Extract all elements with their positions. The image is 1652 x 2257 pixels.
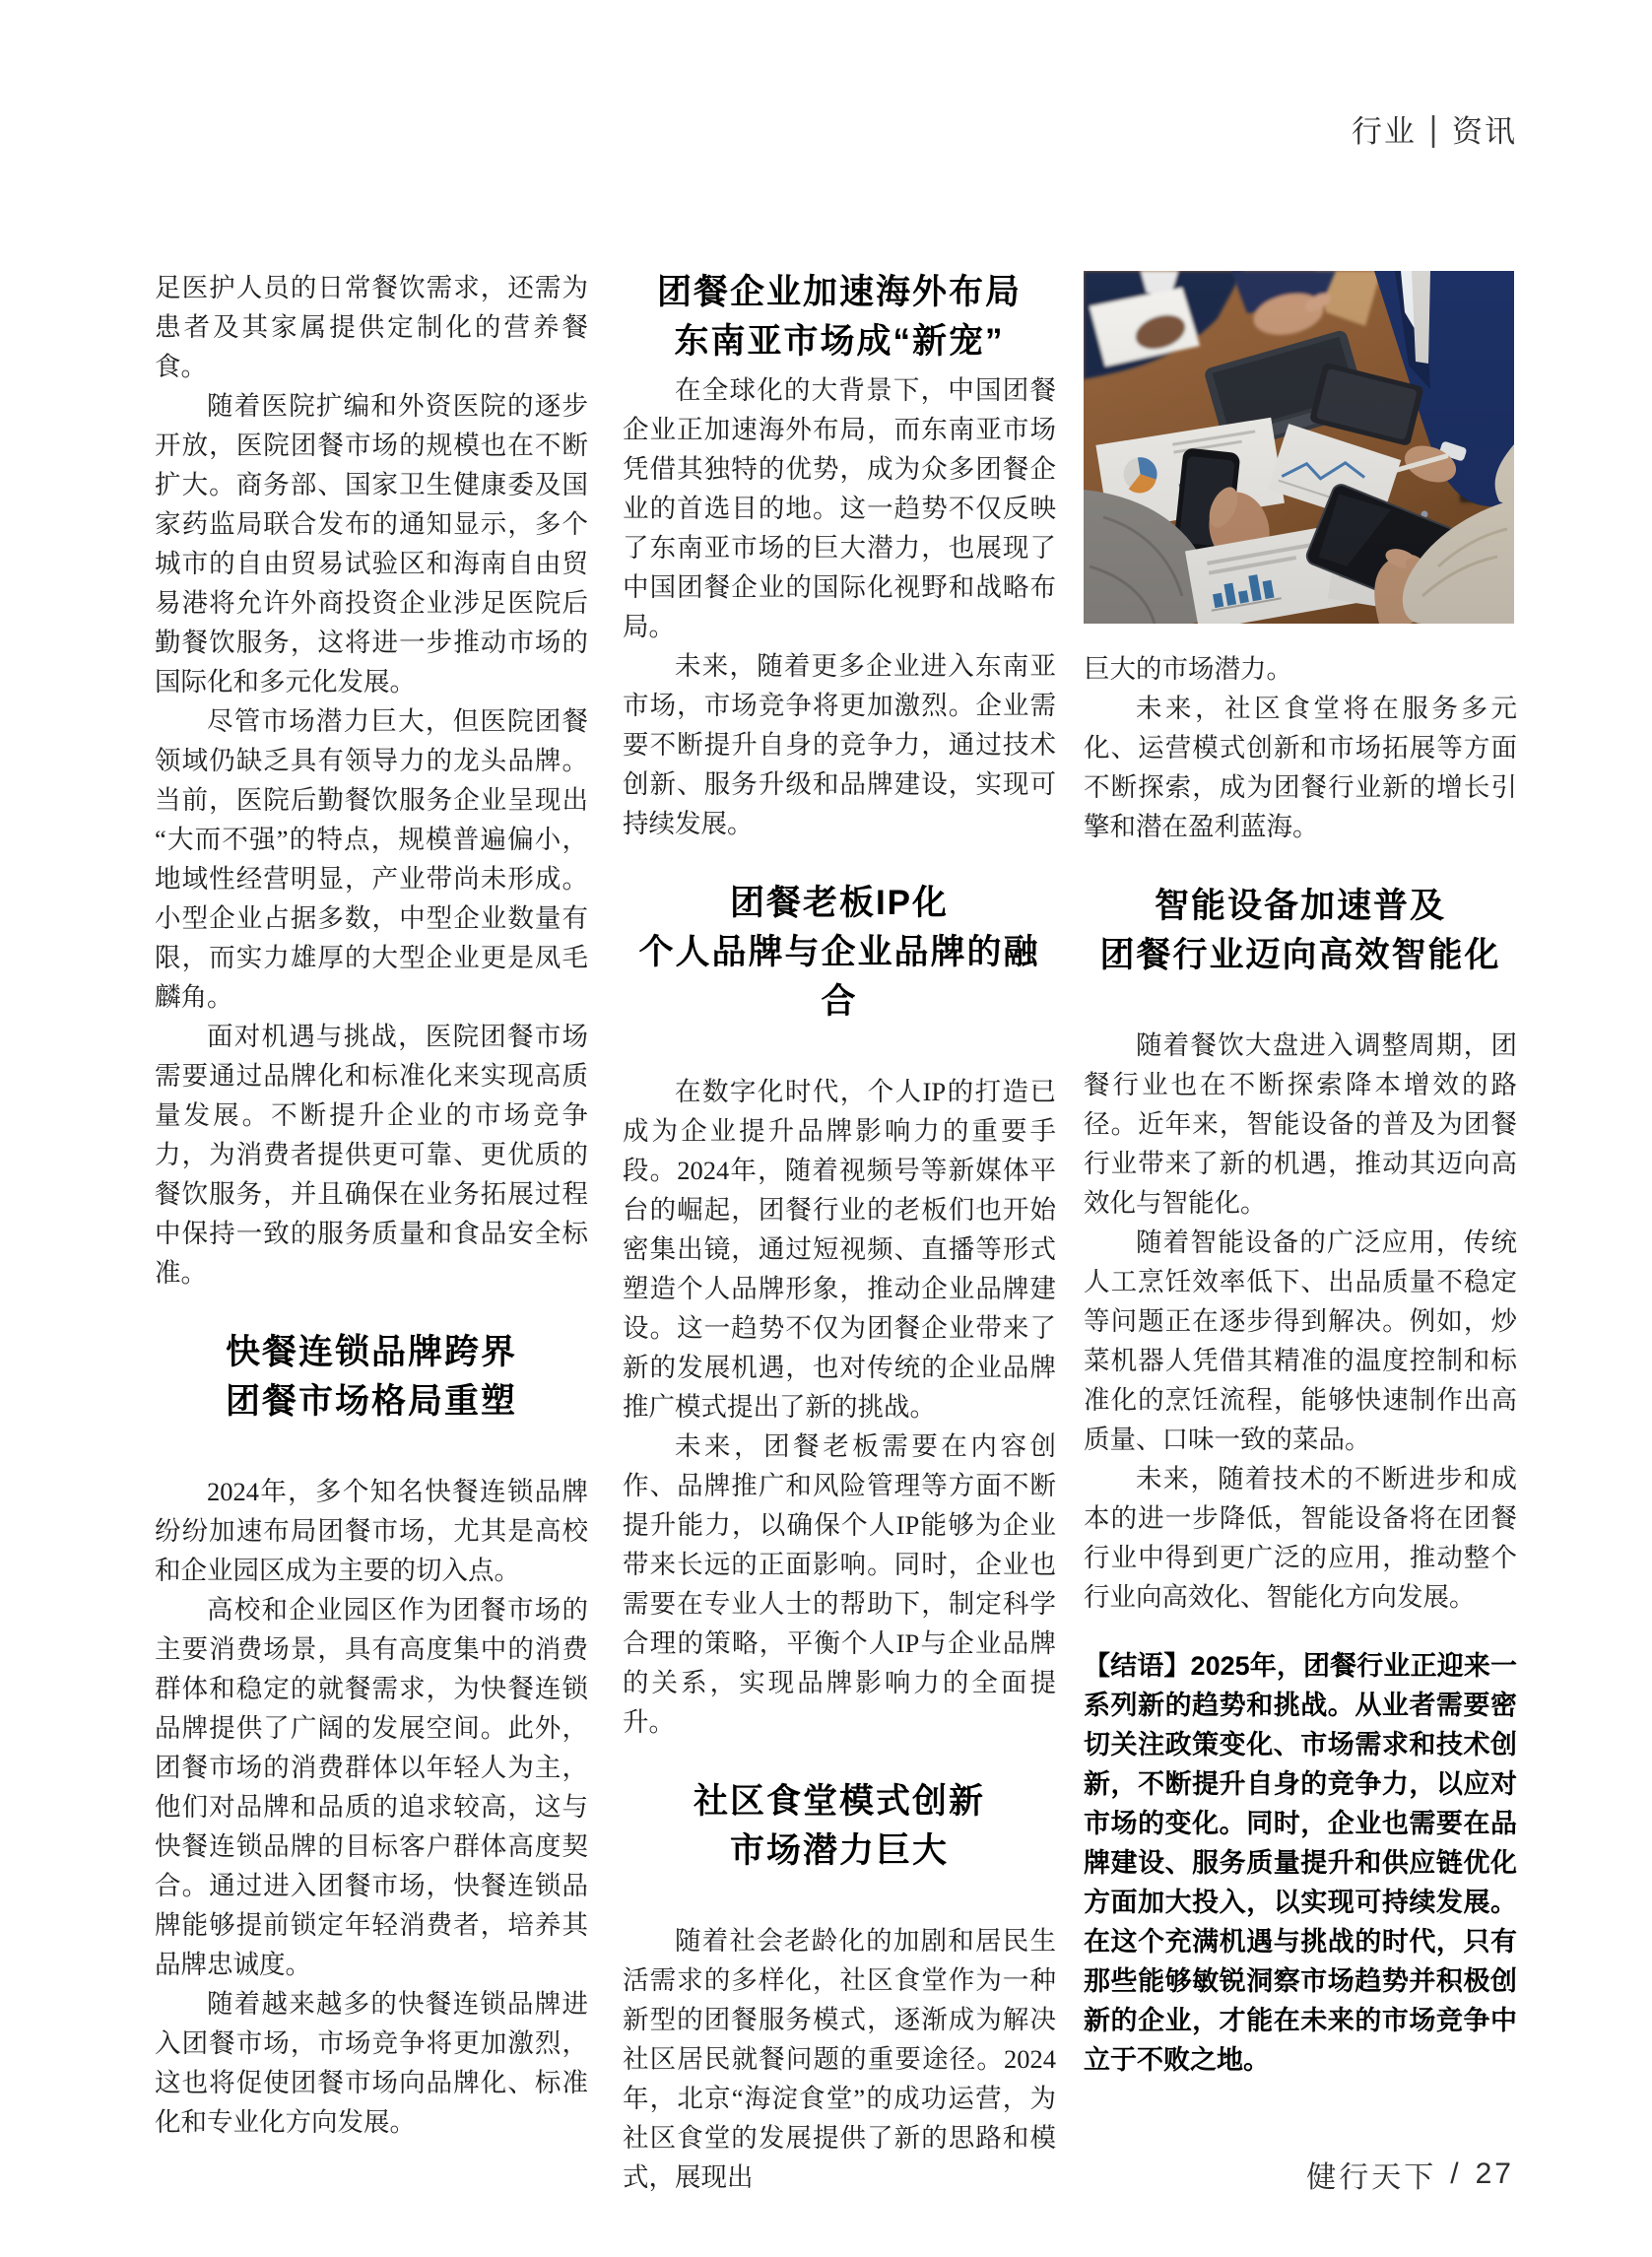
- heading-line: 快餐连锁品牌跨界: [225, 1333, 517, 1371]
- paragraph: 随着餐饮大盘进入调整周期，团餐行业也在不断探索降本增效的路径。近年来，智能设备的普及为团餐行业带来了新的机遇，推动其迈向高效化与智能化。: [1084, 1030, 1517, 1218]
- paragraph: 随着智能设备的广泛应用，传统人工烹饪效率低下、出品质量不稳定等问题正在逐步得到解决。例如，炒菜机器人凭借其精准的温度控制和标准化的烹饪流程，能够快速制作出高质量、口味一致的菜品。: [1084, 1228, 1517, 1454]
- paragraph: 高校和企业园区作为团餐市场的主要消费场景，具有高度集中的消费群体和稳定的就餐需求，为快餐连锁品牌提供了广阔的发展空间。此外，团餐市场的消费群体以年轻人为主，他们对品牌和品质的追求较高，这与快餐连锁品牌的目标客户群体高度契合。通过进入团餐市场，快餐连锁品牌能够提前锁定年轻消费者，培养其品牌忠诚度。: [155, 1595, 588, 1979]
- paragraph: 在数字化时代，个人IP的打造已成为企业提升品牌影响力的重要手段。2024年，随着视频号等新媒体平台的崛起，团餐行业的老板们也开始密集出镜，通过短视频、直播等形式塑造个人品牌形象，推动企业品牌建设。这一趋势不仅为团餐企业带来了新的发展机遇，也对传统的企业品牌推广模式提出了新的挑战。: [623, 1077, 1056, 1422]
- section-label-news: 资讯: [1452, 114, 1517, 149]
- conclusion-paragraph: 【结语】2025年，团餐行业正迎来一系列新的趋势和挑战。从业者需要密切关注政策变化、市场需求和技术创新，不断提升自身的竞争力，以应对市场的变化。同时，企业也需要在品牌建设、服务质量提升和供应链优化方面加大投入，以实现可持续发展。在这个充满机遇与挑战的时代，只有那些能够敏锐洞察市场趋势并积极创新的企业，才能在未来的市场竞争中立于不败之地。: [1084, 1651, 1517, 2075]
- footer-separator: /: [1450, 2157, 1462, 2190]
- paragraph: 尽管市场潜力巨大，但医院团餐领域仍缺乏具有领导力的龙头品牌。当前，医院后勤餐饮服务企业呈现出“大而不强”的特点，规模普遍偏小，地域性经营明显，产业带尚未形成。小型企业占据多数，中型企业数量有限，而实力雄厚的大型企业更是凤毛麟角。: [155, 706, 588, 1012]
- heading-line: 团餐老板IP化: [729, 884, 950, 922]
- paragraph: 2024年，多个知名快餐连锁品牌纷纷加速布局团餐市场，尤其是高校和企业园区成为主要的切入点。: [155, 1477, 588, 1585]
- heading-smart-equipment: [1084, 882, 1517, 980]
- meeting-photo-illustration: [1084, 271, 1514, 624]
- column-left: [155, 268, 588, 2142]
- paragraph: 随着医院扩编和外资医院的逐步开放，医院团餐市场的规模也在不断扩大。商务部、国家卫生健康委及国家药监局联合发布的通知显示，多个城市的自由贸易试验区和海南自由贸易港将允许外商投资企业涉足医院后勤餐饮服务，这将进一步推动市场的国际化和多元化发展。: [155, 391, 588, 697]
- paragraph: 未来，团餐老板需要在内容创作、品牌推广和风险管理等方面不断提升能力，以确保个人IP能够为企业带来长远的正面影响。同时，企业也需要在专业人士的帮助下，制定科学合理的策略，平衡个人IP与企业品牌的关系，实现品牌影响力的全面提升。: [623, 1431, 1056, 1737]
- page-header: [1352, 106, 1517, 151]
- page-number: 27: [1475, 2157, 1514, 2190]
- paragraph: 足医护人员的日常餐饮需求，还需为患者及其家属提供定制化的营养餐食。: [155, 273, 588, 381]
- paragraph: 未来，随着技术的不断进步和成本的进一步降低，智能设备将在团餐行业中得到更广泛的应用，推动整个行业向高效化、智能化方向发展。: [1084, 1464, 1517, 1612]
- paragraph: 未来，随着更多企业进入东南亚市场，市场竞争将更加激烈。企业需要不断提升自身的竞争力，通过技术创新、服务升级和品牌建设，实现可持续发展。: [623, 651, 1056, 838]
- heading-line: 团餐企业加速海外布局: [656, 273, 1022, 311]
- heading-boss-ip: [623, 879, 1056, 1027]
- column-middle: [623, 268, 1056, 2197]
- heading-line: 团餐行业迈向高效智能化: [1099, 936, 1501, 974]
- heading-line: 个人品牌与企业品牌的融合: [638, 933, 1040, 1021]
- paragraph: 巨大的市场潜力。: [1084, 654, 1292, 684]
- heading-line: 东南亚市场成“新宠”: [674, 322, 1005, 361]
- paragraph: 在全球化的大背景下，中国团餐企业正加速海外布局，而东南亚市场凭借其独特的优势，成为众多团餐企业的首选目的地。这一趋势不仅反映了东南亚市场的巨大潜力，也展现了中国团餐企业的国际化视野和战略布局。: [623, 375, 1056, 641]
- heading-overseas-expansion: [623, 268, 1056, 366]
- page-footer: [1306, 2153, 1514, 2196]
- heading-line: 智能设备加速普及: [1154, 887, 1446, 925]
- heading-line: 社区食堂模式创新: [693, 1782, 985, 1821]
- magazine-name: 健行天下: [1306, 2161, 1437, 2194]
- heading-line: 团餐市场格局重塑: [225, 1382, 517, 1421]
- header-divider-bar: |: [1428, 107, 1439, 149]
- paragraph: 面对机遇与挑战，医院团餐市场需要通过品牌化和标准化来实现高质量发展。不断提升企业的市场竞争力，为消费者提供更可靠、更优质的餐饮服务，并且确保在业务拓展过程中保持一致的服务质量和食品安全标准。: [155, 1022, 588, 1288]
- meeting-photo: [1084, 271, 1514, 624]
- heading-community-canteen: [623, 1777, 1056, 1876]
- paragraph: 随着越来越多的快餐连锁品牌进入团餐市场，市场竞争将更加激烈，这也将促使团餐市场向品牌化、标准化和专业化方向发展。: [155, 1989, 588, 2137]
- section-label-industry: 行业: [1351, 114, 1417, 149]
- heading-line: 市场潜力巨大: [729, 1831, 949, 1870]
- paragraph: 未来，社区食堂将在服务多元化、运营模式创新和市场拓展等方面不断探索，成为团餐行业新的增长引擎和潜在盈利蓝海。: [1084, 694, 1517, 841]
- column-right: [1084, 268, 1517, 2080]
- photo-vignette: [1084, 271, 1514, 624]
- heading-fastfood-crossover: [155, 1328, 588, 1427]
- paragraph: 随着社会老龄化的加剧和居民生活需求的多样化，社区食堂作为一种新型的团餐服务模式，逐渐成为解决社区居民就餐问题的重要途径。2024年，北京“海淀食堂”的成功运营，为社区食堂的发展提供了新的思路和模式，展现出: [623, 1926, 1056, 2192]
